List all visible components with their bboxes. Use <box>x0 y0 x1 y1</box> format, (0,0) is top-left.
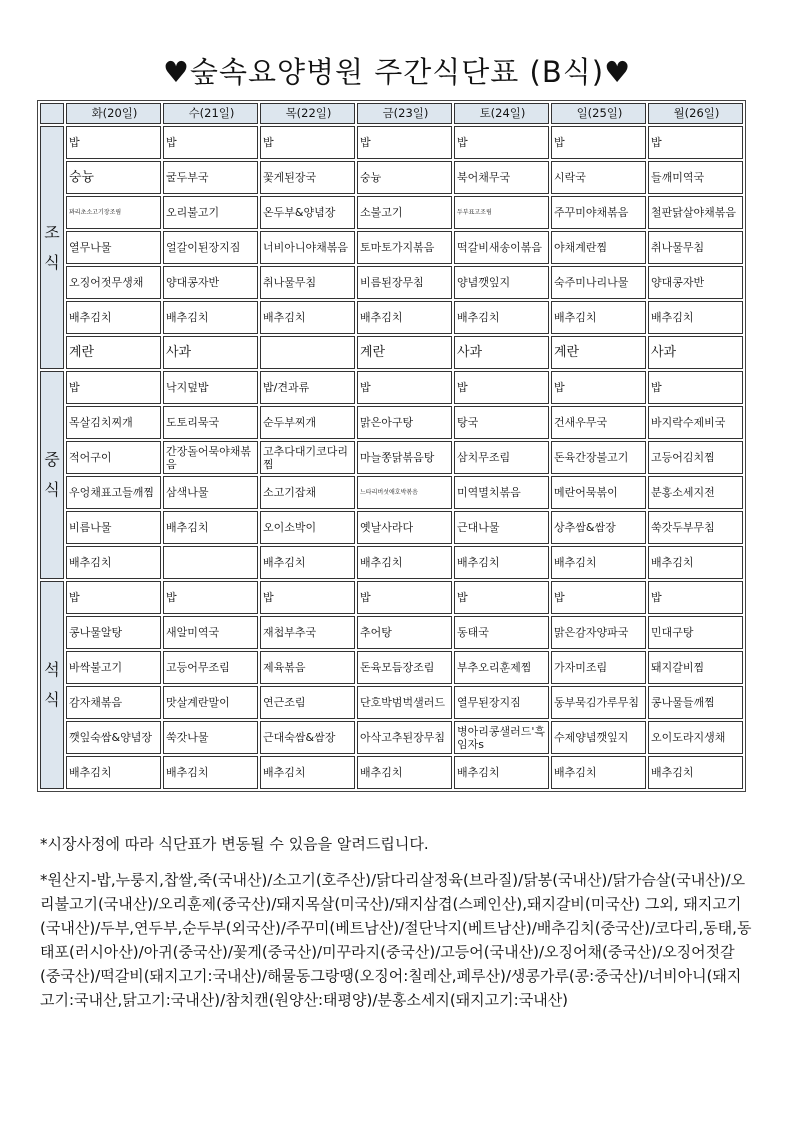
menu-cell: 사과 <box>648 336 743 369</box>
day-header-row <box>40 103 743 124</box>
menu-cell: 비름나물 <box>66 511 161 544</box>
menu-cell: 삼색나물 <box>163 476 258 509</box>
menu-cell: 옛날사라다 <box>357 511 452 544</box>
menu-cell: 깻잎숙쌈&양념장 <box>66 721 161 754</box>
menu-cell: 추어탕 <box>357 616 452 649</box>
menu-cell: 취나물무침 <box>648 231 743 264</box>
menu-cell: 비름된장무침 <box>357 266 452 299</box>
menu-cell: 너비아니야채볶음 <box>260 231 355 264</box>
menu-cell: 밥 <box>648 371 743 404</box>
menu-cell: 열무나물 <box>66 231 161 264</box>
menu-cell: 삼치무조림 <box>454 441 549 474</box>
menu-cell: 분홍소세지전 <box>648 476 743 509</box>
menu-cell: 배추김치 <box>551 756 646 789</box>
menu-cell <box>163 546 258 579</box>
menu-row <box>40 196 743 229</box>
menu-cell: 우엉채표고들깨찜 <box>66 476 161 509</box>
menu-cell: 계란 <box>357 336 452 369</box>
menu-cell: 사과 <box>454 336 549 369</box>
menu-cell: 들깨미역국 <box>648 161 743 194</box>
menu-cell: 밥 <box>66 126 161 159</box>
menu-cell: 가자미조림 <box>551 651 646 684</box>
meal-label-char: 석 <box>44 660 60 679</box>
day-header: 일(25일) <box>551 103 646 124</box>
menu-cell: 양념깻잎지 <box>454 266 549 299</box>
day-header: 수(21일) <box>163 103 258 124</box>
menu-cell: 동태국 <box>454 616 549 649</box>
meal-label-char: 식 <box>44 690 60 709</box>
meal-label <box>40 371 64 579</box>
menu-cell: 아삭고추된장무침 <box>357 721 452 754</box>
menu-cell: 돈육간장불고기 <box>551 441 646 474</box>
menu-cell: 바싹불고기 <box>66 651 161 684</box>
menu-cell: 얼갈이된장지짐 <box>163 231 258 264</box>
menu-cell: 배추김치 <box>648 546 743 579</box>
menu-cell: 도토리묵국 <box>163 406 258 439</box>
menu-row <box>40 441 743 474</box>
menu-cell <box>260 336 355 369</box>
menu-cell: 두부표고조림 <box>454 196 549 229</box>
menu-cell: 배추김치 <box>551 301 646 334</box>
menu-cell: 밥 <box>648 126 743 159</box>
meal-label-char: 중 <box>44 450 60 469</box>
menu-row <box>40 581 743 614</box>
menu-cell: 꽃게된장국 <box>260 161 355 194</box>
menu-cell: 북어채무국 <box>454 161 549 194</box>
menu-cell: 시락국 <box>551 161 646 194</box>
menu-cell: 재첩부추국 <box>260 616 355 649</box>
day-header: 화(20일) <box>66 103 161 124</box>
menu-row <box>40 371 743 404</box>
menu-cell: 오징어젓무생채 <box>66 266 161 299</box>
page-title: ♥숲속요양병원 주간식단표 (B식)♥ <box>162 55 632 89</box>
menu-cell: 고등어김치찜 <box>648 441 743 474</box>
menu-cell: 배추김치 <box>454 301 549 334</box>
origin-notice: *원산지-밥,누룽지,찹쌀,죽(국내산)/소고기(호주산)/닭다리살정육(브라질)/닭봉(국내산)/닭가슴살(국내산)/오리불고기(국내산)/오리훈제(중국산)/돼지목살(미국산)/돼지삼겹(스페인산),돼지갈비(미국산) 그외, 돼지고기(국내산)/두부,연두부,순두부(외국산)/주꾸미(베트남산)/절단낙지(베트남산)/배추김치(중국산)/코다리,동태,동태포(러시아산)/아귀(중국산)/꽃게(중국산)/미꾸라지(중국산)/고등어(국내산)/오징어채(중국산)/오징어젓갈(중국산)/떡갈비(돼지고기:국내산)/해물동그랑땡(오징어:칠레산,페루산)/생콩가루(콩:중국산)/너비아니(돼지고기:국내산,닭고기:국내산)/참치캔(원양산:태평양)/분홍소세지(돼지고기:국내산) <box>40 871 752 1009</box>
corner-cell <box>40 103 64 124</box>
menu-row <box>40 616 743 649</box>
menu-cell: 쑥갓나물 <box>163 721 258 754</box>
menu-body <box>40 126 743 789</box>
menu-cell: 마늘쫑닭볶음탕 <box>357 441 452 474</box>
menu-cell: 밥 <box>260 581 355 614</box>
menu-cell: 밥 <box>648 581 743 614</box>
menu-row <box>40 406 743 439</box>
menu-cell: 숭늉 <box>66 161 161 194</box>
menu-cell: 양대콩자반 <box>163 266 258 299</box>
menu-cell: 근대숙쌈&쌈장 <box>260 721 355 754</box>
meal-label-char: 식 <box>44 480 60 499</box>
menu-cell: 맑은아구탕 <box>357 406 452 439</box>
menu-cell: 철판닭살야채볶음 <box>648 196 743 229</box>
menu-cell: 주꾸미야채볶음 <box>551 196 646 229</box>
menu-cell: 밥 <box>551 371 646 404</box>
menu-cell: 소고기잡채 <box>260 476 355 509</box>
menu-cell: 사과 <box>163 336 258 369</box>
menu-cell: 배추김치 <box>66 546 161 579</box>
menu-cell: 토마토가지볶음 <box>357 231 452 264</box>
menu-cell: 연근조림 <box>260 686 355 719</box>
menu-cell: 배추김치 <box>163 511 258 544</box>
menu-row <box>40 721 743 754</box>
menu-cell: 돈육모듬장조림 <box>357 651 452 684</box>
change-notice: *시장사정에 따라 식단표가 변동될 수 있음을 알려드립니다. <box>40 835 429 853</box>
menu-cell: 단호박범벅샐러드 <box>357 686 452 719</box>
menu-cell: 바지락수제비국 <box>648 406 743 439</box>
menu-cell: 밥 <box>454 581 549 614</box>
menu-cell: 양대콩자반 <box>648 266 743 299</box>
menu-cell: 근대나물 <box>454 511 549 544</box>
meal-label-char: 식 <box>44 252 60 272</box>
menu-cell: 밥 <box>357 371 452 404</box>
menu-cell: 배추김치 <box>357 756 452 789</box>
menu-row <box>40 511 743 544</box>
menu-row <box>40 336 743 369</box>
menu-cell: 배추김치 <box>454 756 549 789</box>
menu-row <box>40 756 743 789</box>
menu-cell: 오리불고기 <box>163 196 258 229</box>
menu-cell: 탕국 <box>454 406 549 439</box>
menu-cell: 돼지갈비찜 <box>648 651 743 684</box>
menu-cell: 숙주미나리나물 <box>551 266 646 299</box>
meal-label <box>40 581 64 789</box>
menu-cell: 감자채볶음 <box>66 686 161 719</box>
meal-label-char: 조 <box>44 222 60 242</box>
menu-cell: 콩나물알탕 <box>66 616 161 649</box>
menu-cell: 온두부&양념장 <box>260 196 355 229</box>
day-header: 월(26일) <box>648 103 743 124</box>
menu-row <box>40 651 743 684</box>
menu-cell: 배추김치 <box>163 756 258 789</box>
meal-label <box>40 126 64 369</box>
menu-cell: 배추김치 <box>260 546 355 579</box>
menu-cell: 맛살계란말이 <box>163 686 258 719</box>
menu-cell: 밥 <box>551 581 646 614</box>
menu-cell: 고등어무조림 <box>163 651 258 684</box>
menu-cell: 배추김치 <box>357 301 452 334</box>
menu-cell: 밥 <box>454 371 549 404</box>
menu-cell: 느타리버섯애호박볶음 <box>357 476 452 509</box>
menu-cell: 밥/견과류 <box>260 371 355 404</box>
menu-cell: 병아리콩샐러드'흑임자s <box>454 721 549 754</box>
menu-cell: 배추김치 <box>260 756 355 789</box>
menu-cell: 밥 <box>260 126 355 159</box>
menu-cell: 민대구탕 <box>648 616 743 649</box>
menu-cell: 소불고기 <box>357 196 452 229</box>
menu-cell: 밥 <box>163 126 258 159</box>
menu-cell: 꽈리초소고기장조림 <box>66 196 161 229</box>
menu-cell: 떡갈비새송이볶음 <box>454 231 549 264</box>
day-header: 목(22일) <box>260 103 355 124</box>
day-header: 토(24일) <box>454 103 549 124</box>
menu-cell: 제육볶음 <box>260 651 355 684</box>
menu-cell: 배추김치 <box>454 546 549 579</box>
menu-cell: 계란 <box>551 336 646 369</box>
menu-cell: 맑은감자양파국 <box>551 616 646 649</box>
menu-cell: 밥 <box>357 581 452 614</box>
menu-cell: 미역멸치볶음 <box>454 476 549 509</box>
menu-row <box>40 266 743 299</box>
menu-cell: 쑥갓두부무침 <box>648 511 743 544</box>
menu-cell: 밥 <box>66 371 161 404</box>
menu-cell: 메란어묵볶이 <box>551 476 646 509</box>
menu-cell: 배추김치 <box>163 301 258 334</box>
menu-cell: 밥 <box>66 581 161 614</box>
menu-cell: 열무된장지짐 <box>454 686 549 719</box>
menu-cell: 배추김치 <box>551 546 646 579</box>
menu-row <box>40 126 743 159</box>
menu-row <box>40 686 743 719</box>
menu-cell: 배추김치 <box>648 756 743 789</box>
menu-cell: 콩나물들깨찜 <box>648 686 743 719</box>
menu-cell: 계란 <box>66 336 161 369</box>
notes-section <box>40 832 754 1024</box>
menu-cell: 건새우무국 <box>551 406 646 439</box>
menu-cell: 새알미역국 <box>163 616 258 649</box>
menu-cell: 동부묵김가루무침 <box>551 686 646 719</box>
weekly-menu-table <box>37 100 746 792</box>
menu-cell: 야채계란찜 <box>551 231 646 264</box>
menu-cell: 밥 <box>454 126 549 159</box>
menu-cell: 순두부찌개 <box>260 406 355 439</box>
menu-cell: 부추오리훈제찜 <box>454 651 549 684</box>
menu-cell: 굴두부국 <box>163 161 258 194</box>
menu-cell: 오이소박이 <box>260 511 355 544</box>
menu-cell: 취나물무침 <box>260 266 355 299</box>
menu-cell: 목살김치찌개 <box>66 406 161 439</box>
menu-cell: 오이도라지생채 <box>648 721 743 754</box>
menu-cell: 배추김치 <box>66 301 161 334</box>
menu-cell: 수제양념깻잎지 <box>551 721 646 754</box>
menu-cell: 밥 <box>551 126 646 159</box>
menu-cell: 배추김치 <box>260 301 355 334</box>
menu-cell: 상추쌈&쌈장 <box>551 511 646 544</box>
menu-row <box>40 476 743 509</box>
menu-cell: 밥 <box>163 581 258 614</box>
menu-cell: 배추김치 <box>648 301 743 334</box>
menu-cell: 고추다대기코다리찜 <box>260 441 355 474</box>
menu-cell: 간장돌어묵야채볶음 <box>163 441 258 474</box>
menu-cell: 밥 <box>357 126 452 159</box>
menu-cell: 적어구이 <box>66 441 161 474</box>
day-header: 금(23일) <box>357 103 452 124</box>
menu-row <box>40 301 743 334</box>
menu-cell: 배추김치 <box>66 756 161 789</box>
menu-row <box>40 231 743 264</box>
menu-row <box>40 161 743 194</box>
menu-cell: 숭늉 <box>357 161 452 194</box>
menu-cell: 낙지덮밥 <box>163 371 258 404</box>
menu-cell: 배추김치 <box>357 546 452 579</box>
menu-row <box>40 546 743 579</box>
